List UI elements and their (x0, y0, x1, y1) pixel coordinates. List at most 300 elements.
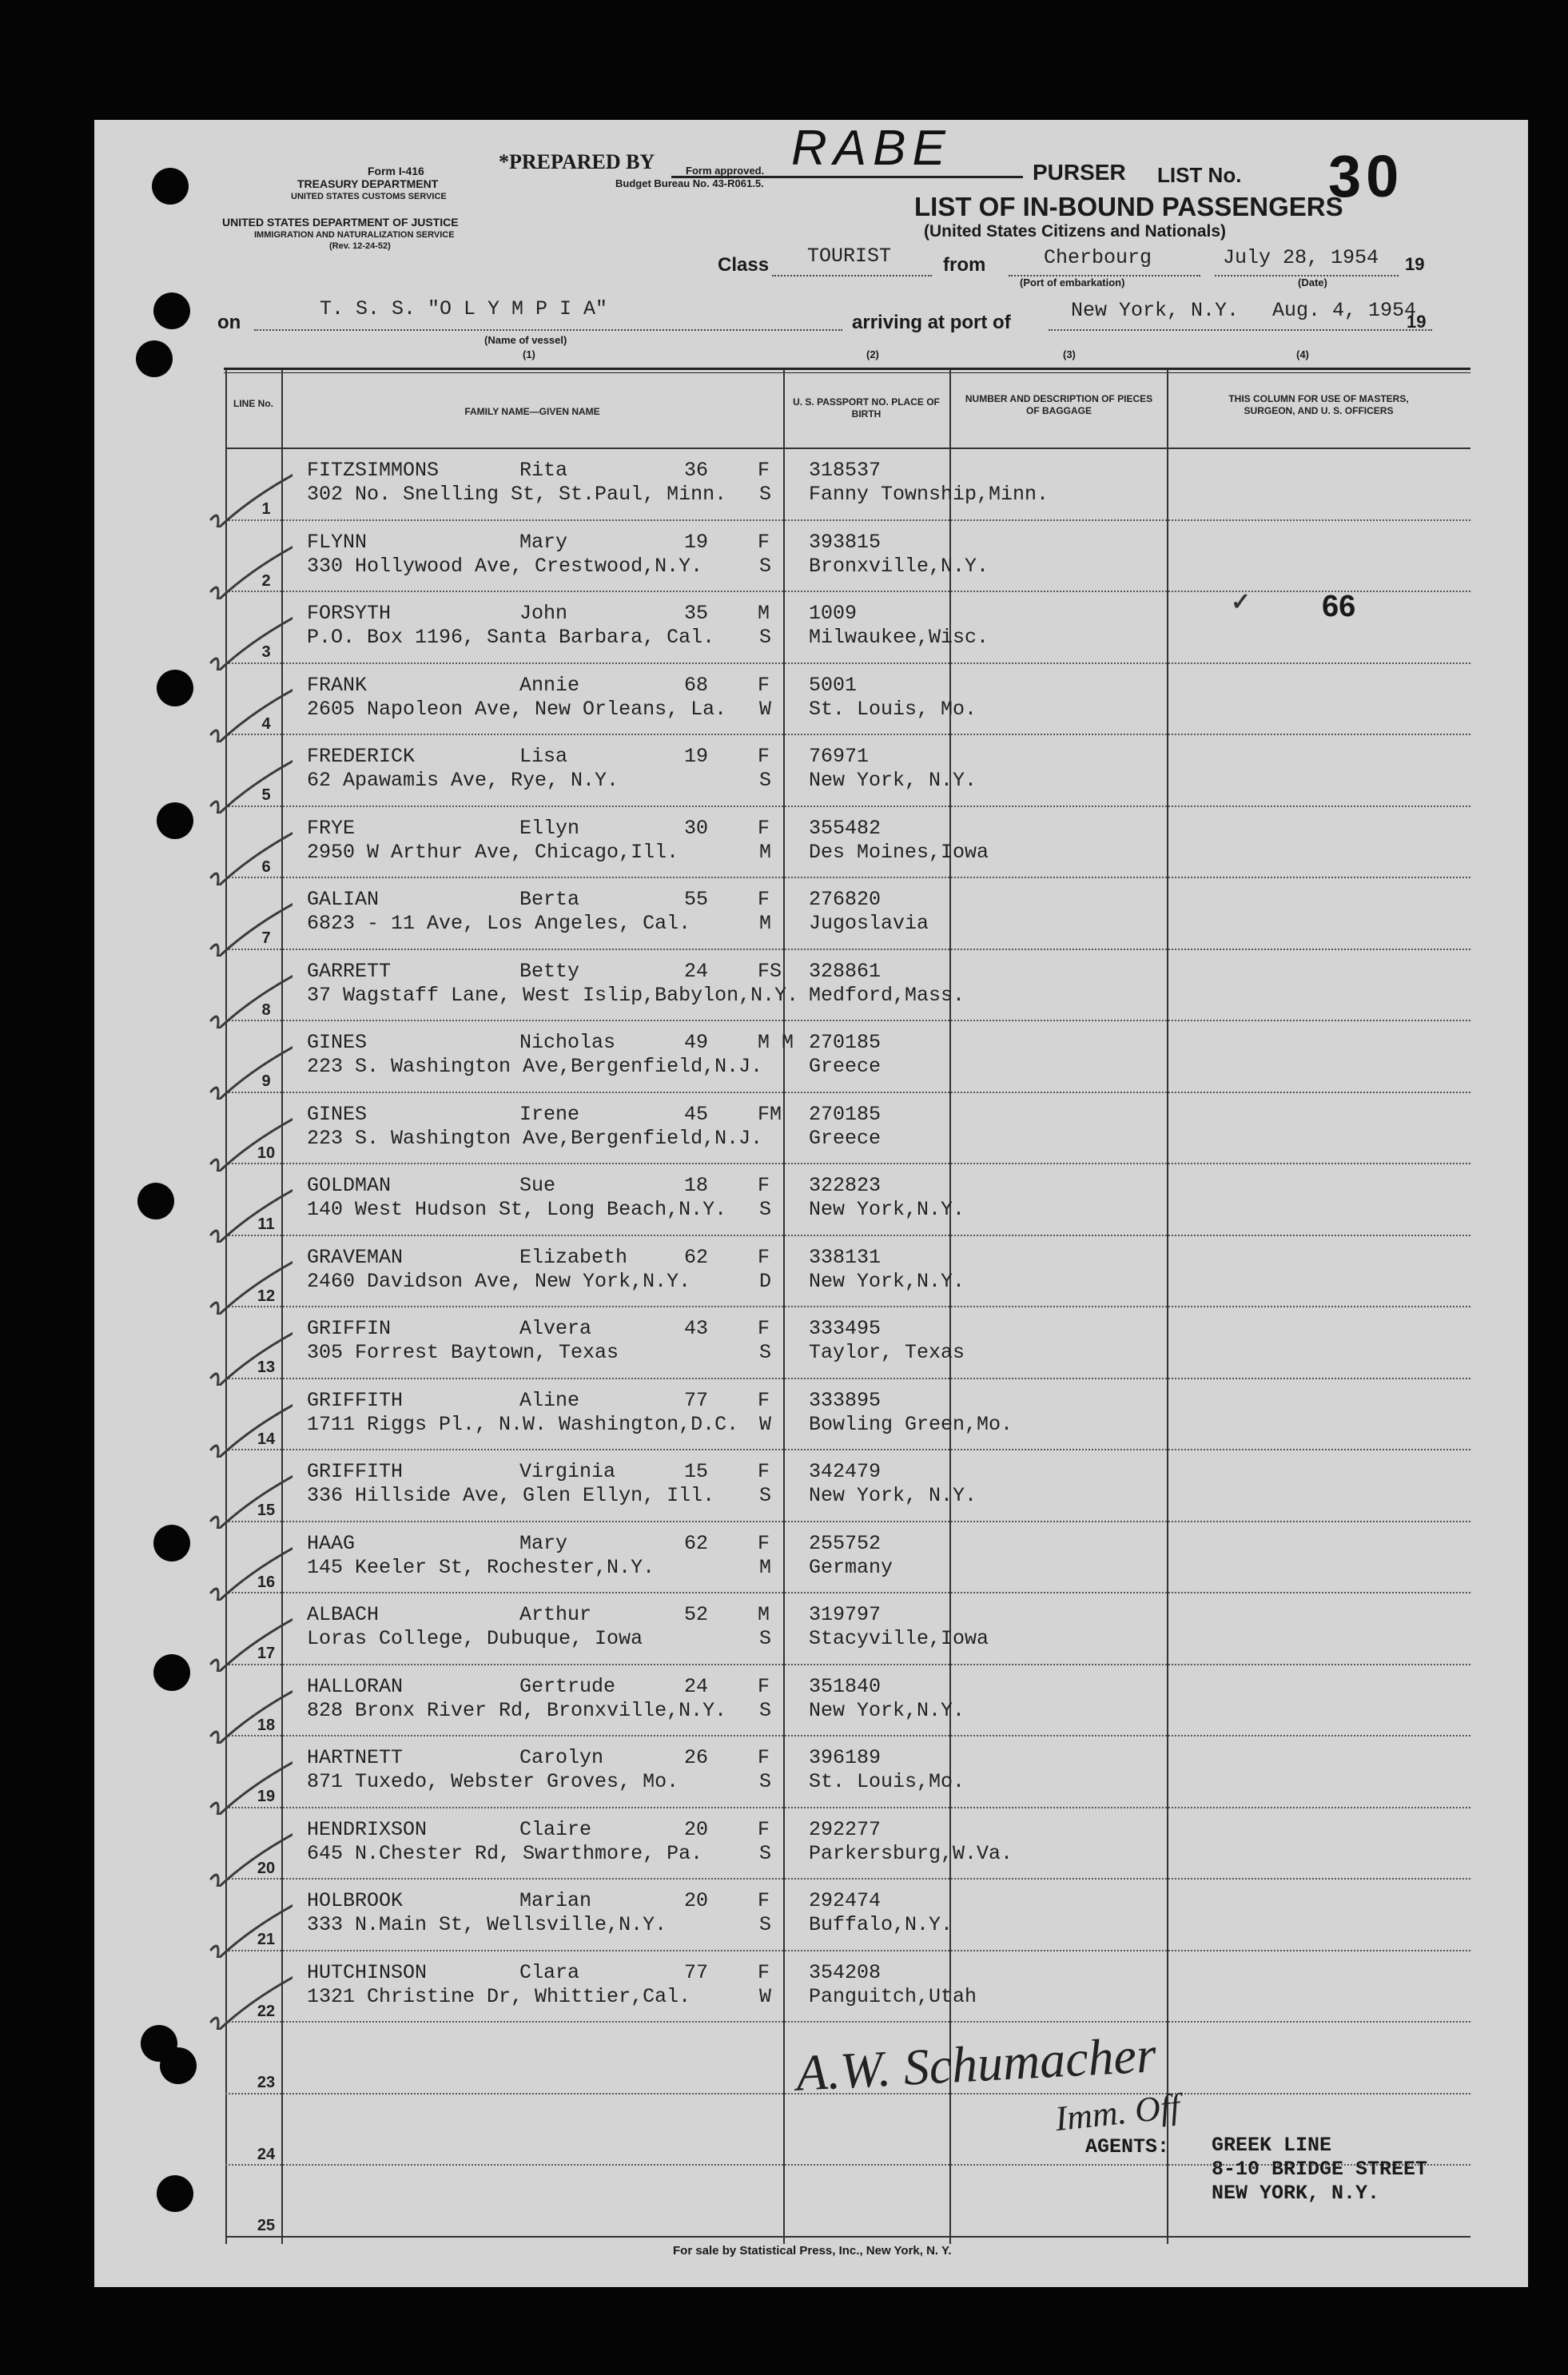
list-no-label: LIST No. (1157, 163, 1242, 187)
row-separator (225, 877, 1470, 878)
passenger-family-name: GRIFFITH (307, 1460, 404, 1483)
passenger-given-name: Clara (519, 1960, 580, 1984)
passenger-family-name: FRYE (307, 816, 356, 840)
check-mark-icon (197, 1537, 293, 1601)
passenger-family-name: GARRETT (307, 959, 392, 983)
passport-number: 342479 (809, 1460, 882, 1483)
check-stroke (211, 1756, 293, 1815)
passenger-family-name: FRANK (307, 673, 368, 697)
header-passport: U. S. PASSPORT NO. PLACE OF BIRTH (793, 396, 940, 420)
passenger-age: 26 (684, 1746, 709, 1769)
place-of-birth: Medford,Mass. (809, 983, 965, 1007)
punch-hole (157, 802, 193, 839)
passenger-address: 2605 Napoleon Ave, New Orleans, La. (307, 697, 727, 721)
line-number: 11 (257, 1215, 275, 1233)
passenger-sex: F (758, 1960, 770, 1984)
marital-status: S (759, 483, 772, 506)
header-name: FAMILY NAME—GIVEN NAME (464, 406, 600, 417)
immigration-officer-signature: A.W. Schumacher (794, 2026, 1158, 2102)
passenger-sex: M (758, 602, 770, 625)
check-mark-icon (197, 822, 293, 885)
row-separator (225, 1378, 1470, 1379)
punch-hole (157, 2175, 193, 2212)
passport-number: 1009 (809, 602, 858, 625)
passenger-sex: F (758, 459, 770, 482)
check-mark-icon (197, 1751, 293, 1815)
row-separator (225, 734, 1470, 735)
vessel-caption: (Name of vessel) (484, 334, 567, 346)
check-stroke (211, 1470, 293, 1529)
passport-number: 319797 (809, 1603, 882, 1626)
check-mark-icon (197, 1036, 293, 1100)
embark-port: Cherbourg (1044, 246, 1152, 269)
passenger-age: 62 (684, 1245, 709, 1269)
officer-mark: ✓ (1231, 589, 1252, 615)
header-line-no: LINE No. (233, 398, 273, 409)
passenger-age: 19 (684, 530, 709, 554)
marital-status: S (759, 1627, 772, 1650)
manifest-subtitle: (United States Citizens and Nationals) (924, 222, 1227, 241)
punch-hole (136, 340, 173, 377)
passenger-address: 336 Hillside Ave, Glen Ellyn, Ill. (307, 1484, 715, 1507)
check-stroke (211, 1828, 293, 1887)
line-number: 13 (257, 1359, 276, 1376)
passenger-address: 2950 W Arthur Ave, Chicago,Ill. (307, 840, 679, 864)
place-of-birth: Bronxville,N.Y. (809, 554, 989, 578)
passenger-address: 330 Hollywood Ave, Crestwood,N.Y. (307, 554, 703, 578)
header-baggage: NUMBER AND DESCRIPTION OF PIECES OF BAGGAGE (965, 393, 1153, 416)
passenger-given-name: Gertrude (519, 1674, 616, 1698)
punch-hole (153, 292, 190, 329)
agents-line2: 8-10 BRIDGE STREET (1212, 2158, 1428, 2181)
arrival-19: 19 (1407, 312, 1427, 332)
marital-status: M (759, 912, 772, 935)
passenger-address: 2460 Davidson Ave, New York,N.Y. (307, 1269, 691, 1293)
date-caption: (Date) (1298, 276, 1327, 288)
line-number: 22 (257, 2002, 276, 2020)
place-of-birth: New York,N.Y. (809, 1269, 965, 1293)
passenger-address: 1321 Christine Dr, Whittier,Cal. (307, 1984, 691, 2008)
passenger-age: 45 (684, 1102, 709, 1126)
passenger-address: 333 N.Main St, Wellsville,N.Y. (307, 1913, 667, 1936)
passport-number: 5001 (809, 673, 858, 697)
check-stroke (211, 1899, 293, 1958)
row-separator (225, 806, 1470, 807)
passenger-sex: F (758, 1317, 770, 1340)
line-number: 14 (257, 1430, 276, 1448)
passenger-family-name: GINES (307, 1102, 368, 1126)
customs-service: UNITED STATES CUSTOMS SERVICE (291, 192, 447, 201)
passport-number: 318537 (809, 459, 882, 482)
passenger-age: 20 (684, 1889, 709, 1912)
row-separator (225, 1235, 1470, 1236)
passenger-age: 55 (684, 888, 709, 911)
passenger-sex: F (758, 1889, 770, 1912)
passenger-address: 6823 - 11 Ave, Los Angeles, Cal. (307, 912, 691, 935)
row-separator (225, 1664, 1470, 1665)
passenger-family-name: GRIFFITH (307, 1388, 404, 1412)
check-mark-icon (197, 1465, 293, 1529)
row-separator (225, 591, 1470, 592)
passenger-age: 52 (684, 1603, 709, 1626)
header-officers: THIS COLUMN FOR USE OF MASTERS, SURGEON, AND U. S. OFFICERS (1228, 393, 1409, 416)
passenger-given-name: Elizabeth (519, 1245, 628, 1269)
agents-line1: GREEK LINE (1212, 2134, 1332, 2157)
line-number: 5 (261, 786, 271, 804)
passenger-given-name: Claire (519, 1817, 592, 1841)
passenger-sex: F (758, 1817, 770, 1841)
passenger-family-name: GRAVEMAN (307, 1245, 404, 1269)
marital-status: M (759, 1555, 772, 1579)
punch-hole (153, 1654, 190, 1691)
passenger-given-name: Nicholas (519, 1031, 616, 1054)
check-stroke (211, 1685, 293, 1744)
passenger-sex: F (758, 745, 770, 768)
passenger-sex: F (758, 1245, 770, 1269)
passenger-family-name: HUTCHINSON (307, 1960, 428, 1984)
agents-label: AGENTS: (1085, 2135, 1170, 2158)
treasury-dept: TREASURY DEPARTMENT (297, 177, 439, 190)
marital-status: S (759, 1913, 772, 1936)
passenger-family-name: HAAG (307, 1531, 356, 1555)
passenger-family-name: HENDRIXSON (307, 1817, 428, 1841)
passenger-given-name: Marian (519, 1889, 592, 1912)
check-mark-icon (197, 1108, 293, 1172)
passenger-address: 645 N.Chester Rd, Swarthmore, Pa. (307, 1841, 703, 1865)
passenger-address: Loras College, Dubuque, Iowa (307, 1627, 643, 1650)
passport-number: 292474 (809, 1889, 882, 1912)
line-number: 24 (257, 2145, 276, 2163)
check-mark-icon (197, 1680, 293, 1744)
caption-3: (3) (1063, 348, 1076, 360)
passenger-age: 77 (684, 1388, 709, 1412)
passport-number: 354208 (809, 1960, 882, 1984)
passenger-given-name: Annie (519, 673, 580, 697)
passenger-family-name: HALLORAN (307, 1674, 404, 1698)
check-mark-icon (197, 1608, 293, 1672)
check-mark-icon (197, 893, 293, 957)
check-stroke (211, 1327, 293, 1386)
passenger-family-name: GOLDMAN (307, 1174, 392, 1197)
place-of-birth: Buffalo,N.Y. (809, 1913, 953, 1936)
ins-service: IMMIGRATION AND NATURALIZATION SERVICE (254, 230, 455, 240)
check-mark-icon (197, 535, 293, 599)
passenger-sex: F (758, 673, 770, 697)
marital-status: S (759, 1770, 772, 1793)
passenger-age: 68 (684, 673, 709, 697)
agents-line3: NEW YORK, N.Y. (1212, 2182, 1380, 2205)
row-separator (225, 2021, 1470, 2023)
row-separator (225, 1521, 1470, 1522)
passport-number: 270185 (809, 1031, 882, 1054)
from-label: from (943, 254, 986, 276)
check-mark-icon (197, 1394, 293, 1458)
place-of-birth: Germany (809, 1555, 893, 1579)
passenger-given-name: Lisa (519, 745, 568, 768)
check-stroke (211, 1255, 293, 1315)
passenger-given-name: Betty (519, 959, 580, 983)
revision: (Rev. 12-24-52) (329, 241, 391, 251)
caption-4: (4) (1296, 348, 1309, 360)
line-number: 16 (257, 1573, 276, 1591)
passenger-sex: F (758, 1388, 770, 1412)
passport-number: 255752 (809, 1531, 882, 1555)
punch-hole (137, 1183, 174, 1219)
caption-2: (2) (866, 348, 879, 360)
passenger-family-name: FREDERICK (307, 745, 416, 768)
passport-number: 393815 (809, 530, 882, 554)
line-number: 7 (261, 929, 271, 947)
passenger-sex: F (758, 1746, 770, 1769)
purser-label: PURSER (1033, 160, 1126, 185)
check-mark-icon (197, 1251, 293, 1315)
passenger-family-name: FLYNN (307, 530, 368, 554)
line-number: 15 (257, 1502, 276, 1519)
row-separator (225, 519, 1470, 521)
check-stroke (211, 683, 293, 742)
marital-status: D (759, 1269, 772, 1293)
passenger-given-name: Mary (519, 1531, 568, 1555)
row-separator (225, 1735, 1470, 1736)
date-19: 19 (1405, 254, 1425, 274)
passenger-age: 18 (684, 1174, 709, 1197)
line-number: 8 (261, 1001, 271, 1019)
check-stroke (211, 468, 293, 527)
marital-status: S (759, 1198, 772, 1221)
line-number: 9 (261, 1072, 271, 1090)
row-separator (225, 662, 1470, 664)
place-of-birth: New York, N.Y. (809, 769, 977, 792)
passenger-age: 49 (684, 1031, 709, 1054)
marital-status: W (759, 1412, 772, 1436)
marital-status: W (759, 1984, 772, 2008)
row-separator (225, 1878, 1470, 1880)
line-number: 4 (261, 714, 271, 733)
passenger-given-name: Sue (519, 1174, 556, 1197)
row-separator (225, 1306, 1470, 1307)
marital-status: S (759, 554, 772, 578)
place-of-birth: Bowling Green,Mo. (809, 1412, 1013, 1436)
passport-number: 333895 (809, 1388, 882, 1412)
check-stroke (211, 1613, 293, 1672)
marital-status: S (759, 1698, 772, 1722)
marital-status: M (759, 840, 772, 864)
passport-number: 396189 (809, 1746, 882, 1769)
passenger-sex: F (758, 1174, 770, 1197)
punch-hole (157, 670, 193, 706)
row-separator (225, 1807, 1470, 1808)
check-mark-icon (197, 1179, 293, 1243)
check-mark-icon (197, 1966, 293, 2030)
marital-status: S (759, 1841, 772, 1865)
passenger-address: 140 West Hudson St, Long Beach,N.Y. (307, 1198, 727, 1221)
check-stroke (211, 826, 293, 885)
check-mark-icon (197, 678, 293, 742)
line-number: 19 (257, 1788, 276, 1805)
place-of-birth: St. Louis,Mo. (809, 1770, 965, 1793)
passport-number: 328861 (809, 959, 882, 983)
punch-hole (160, 2047, 197, 2084)
officer-note: 66 (1322, 590, 1356, 623)
passport-number: 333495 (809, 1317, 882, 1340)
passenger-sex: F (758, 1674, 770, 1698)
on-label: on (217, 312, 241, 333)
passenger-sex: F (758, 888, 770, 911)
passenger-family-name: HARTNETT (307, 1746, 404, 1769)
place-of-birth: St. Louis, Mo. (809, 697, 977, 721)
justice-dept: UNITED STATES DEPARTMENT OF JUSTICE (222, 216, 459, 229)
punch-hole (153, 1525, 190, 1561)
place-of-birth: Stacyville,Iowa (809, 1627, 989, 1650)
passenger-family-name: HOLBROOK (307, 1889, 404, 1912)
marital-status: S (759, 1341, 772, 1364)
caption-1: (1) (523, 348, 535, 360)
passenger-age: 15 (684, 1460, 709, 1483)
row-separator (225, 2236, 1470, 2238)
check-stroke (211, 897, 293, 957)
passenger-sex: M M (758, 1031, 794, 1054)
line-number: 23 (257, 2074, 276, 2091)
place-of-birth: New York,N.Y. (809, 1198, 965, 1221)
check-mark-icon (197, 965, 293, 1028)
signature-title: Imm. Off (1053, 2086, 1182, 2139)
footer-printer: For sale by Statistical Press, Inc., New York, N. Y. (673, 2244, 952, 2258)
row-separator (225, 1592, 1470, 1593)
line-number: 20 (257, 1859, 276, 1877)
arrival-port: New York, N.Y. (1071, 299, 1240, 322)
line-number: 10 (257, 1144, 276, 1162)
row-separator (225, 1950, 1470, 1951)
manifest-title: LIST OF IN-BOUND PASSENGERS (914, 192, 1343, 221)
passenger-given-name: Mary (519, 530, 568, 554)
passenger-address: 223 S. Washington Ave,Bergenfield,N.J. (307, 1055, 763, 1078)
check-stroke (211, 1542, 293, 1601)
passenger-family-name: ALBACH (307, 1603, 380, 1626)
passenger-sex: F (758, 530, 770, 554)
prepared-by-label: *PREPARED BY (499, 150, 655, 173)
passenger-given-name: Irene (519, 1102, 580, 1126)
passenger-given-name: Berta (519, 888, 580, 911)
passenger-sex: FS (758, 959, 782, 983)
class-label: Class (718, 254, 770, 276)
line-number: 1 (261, 500, 271, 518)
passport-number: 338131 (809, 1245, 882, 1269)
passenger-given-name: Aline (519, 1388, 580, 1412)
passenger-address: 828 Bronx River Rd, Bronxville,N.Y. (307, 1698, 727, 1722)
check-stroke (211, 969, 293, 1028)
passenger-given-name: Ellyn (519, 816, 580, 840)
place-of-birth: New York,N.Y. (809, 1698, 965, 1722)
place-of-birth: Parkersburg,W.Va. (809, 1841, 1013, 1865)
check-stroke (211, 611, 293, 670)
passport-number: 292277 (809, 1817, 882, 1841)
passenger-address: 302 No. Snelling St, St.Paul, Minn. (307, 483, 727, 506)
check-mark-icon (197, 463, 293, 527)
marital-status: S (759, 1484, 772, 1507)
check-stroke (211, 1398, 293, 1458)
place-of-birth: Milwaukee,Wisc. (809, 626, 989, 649)
check-mark-icon (197, 750, 293, 814)
check-stroke (211, 1040, 293, 1100)
passport-number: 76971 (809, 745, 870, 768)
passenger-address: P.O. Box 1196, Santa Barbara, Cal. (307, 626, 715, 649)
line-number: 18 (257, 1716, 276, 1734)
row-separator (225, 949, 1470, 950)
check-stroke (211, 540, 293, 599)
passport-number: 355482 (809, 816, 882, 840)
passenger-address: 223 S. Washington Ave,Bergenfield,N.J. (307, 1126, 763, 1150)
place-of-birth: New York, N.Y. (809, 1484, 977, 1507)
check-mark-icon (197, 607, 293, 670)
place-of-birth: Des Moines,Iowa (809, 840, 989, 864)
list-number: 30 (1328, 143, 1404, 209)
check-mark-icon (197, 1322, 293, 1386)
place-of-birth: Panguitch,Utah (809, 1984, 977, 2008)
purser-signature: RABE (791, 121, 952, 176)
passenger-address: 145 Keeler St, Rochester,N.Y. (307, 1555, 655, 1579)
passenger-age: 35 (684, 602, 709, 625)
place-of-birth: Greece (809, 1126, 882, 1150)
passenger-sex: M (758, 1603, 770, 1626)
place-of-birth: Fanny Township,Minn. (809, 483, 1049, 506)
passenger-age: 77 (684, 1960, 709, 1984)
passenger-sex: FM (758, 1102, 782, 1126)
check-stroke (211, 1971, 293, 2030)
passenger-given-name: Virginia (519, 1460, 616, 1483)
passenger-family-name: GALIAN (307, 888, 380, 911)
budget-bureau: Budget Bureau No. 43-R061.5. (615, 177, 764, 189)
passenger-age: 24 (684, 1674, 709, 1698)
passenger-age: 19 (684, 745, 709, 768)
line-number: 6 (261, 857, 271, 876)
marital-status: S (759, 626, 772, 649)
passport-number: 276820 (809, 888, 882, 911)
arriving-label: arriving at port of (852, 312, 1011, 333)
passenger-family-name: FORSYTH (307, 602, 392, 625)
check-stroke (211, 1112, 293, 1172)
row-separator (225, 1449, 1470, 1450)
passenger-given-name: Alvera (519, 1317, 592, 1340)
marital-status: S (759, 769, 772, 792)
row-separator (225, 1092, 1470, 1093)
passenger-address: 62 Apawamis Ave, Rye, N.Y. (307, 769, 619, 792)
check-stroke (211, 1184, 293, 1243)
line-number: 21 (257, 1931, 276, 1948)
passenger-age: 24 (684, 959, 709, 983)
passenger-given-name: John (519, 602, 568, 625)
passenger-sex: F (758, 1460, 770, 1483)
passenger-given-name: Carolyn (519, 1746, 604, 1769)
row-separator (225, 1163, 1470, 1164)
arrival-date: Aug. 4, 1954 (1272, 299, 1417, 322)
line-number: 2 (261, 571, 271, 590)
line-number: 12 (257, 1287, 276, 1305)
place-of-birth: Jugoslavia (809, 912, 929, 935)
passenger-age: 30 (684, 816, 709, 840)
marital-status: W (759, 697, 772, 721)
row-separator (225, 1020, 1470, 1021)
class-value: TOURIST (807, 245, 892, 268)
line-number: 3 (261, 643, 271, 661)
passport-number: 322823 (809, 1174, 882, 1197)
departure-date: July 28, 1954 (1223, 246, 1379, 269)
passenger-sex: F (758, 816, 770, 840)
passenger-family-name: GINES (307, 1031, 368, 1054)
passenger-age: 20 (684, 1817, 709, 1841)
port-caption: (Port of embarkation) (1020, 276, 1125, 288)
passenger-family-name: FITZSIMMONS (307, 459, 440, 482)
passport-number: 270185 (809, 1102, 882, 1126)
